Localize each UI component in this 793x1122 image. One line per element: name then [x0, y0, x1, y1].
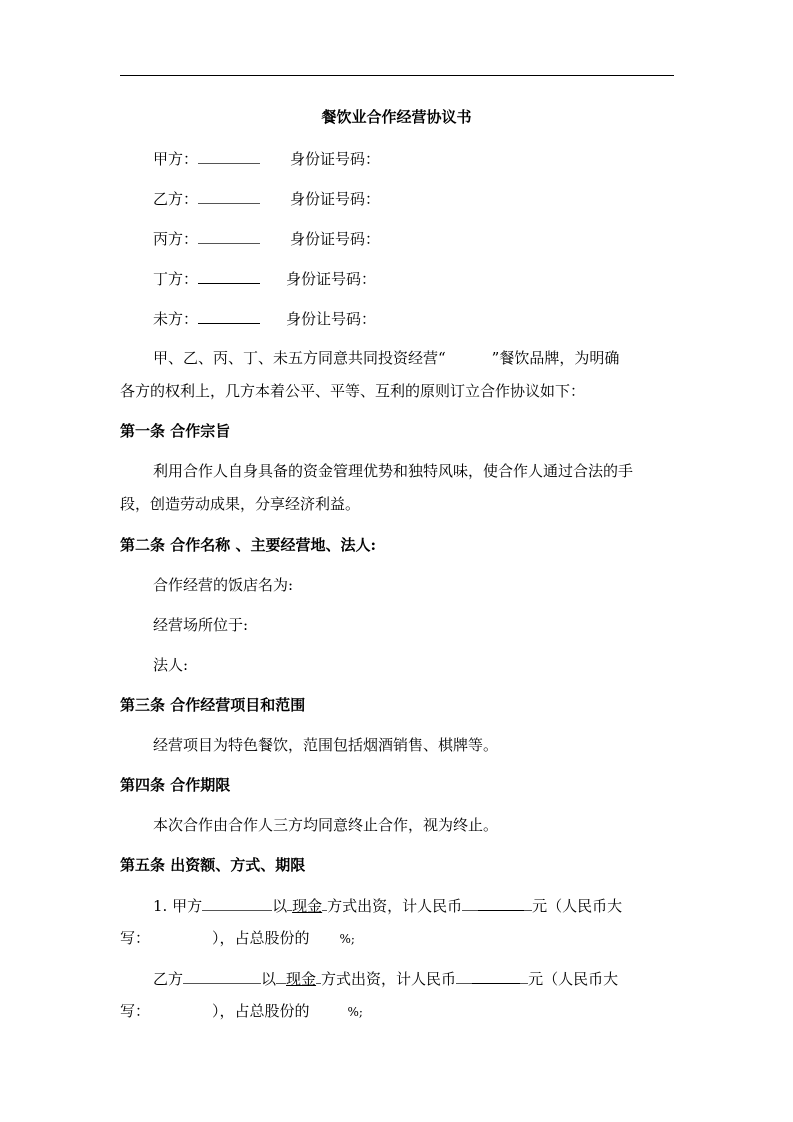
yuan-text: 元（人民币大	[532, 897, 623, 915]
party-id-label: 身份证号码：	[290, 230, 381, 248]
party-id-label: 身份让号码：	[286, 310, 377, 328]
document-title: 餐饮业合作经营协议书	[321, 108, 472, 126]
party-id-label: 身份证号码：	[290, 150, 381, 168]
contributor-label: 1. 甲方	[153, 897, 203, 915]
contributor-label: 乙方	[153, 970, 184, 988]
article-2-place-line: 经营场所位于:	[153, 616, 249, 634]
contribution-method: 现金	[292, 897, 323, 915]
article-5-heading: 第五条 出资额、方式、期限	[120, 856, 306, 874]
yi-text: 以	[261, 970, 277, 988]
contributor-blank	[183, 968, 261, 984]
article-2-heading: 第二条 合作名称 、主要经营地、法人:	[120, 536, 376, 554]
article-4-line: 本次合作由合作人三方均同意终止合作，视为终止。	[153, 816, 499, 834]
preamble-line-2: 各方的权利上，几方本着公平、平等、互利的原则订立合作协议如下：	[120, 382, 586, 400]
yuan-text: 元（人民币大	[528, 970, 619, 988]
preamble-line-1	[153, 348, 619, 368]
amount-trail	[520, 968, 528, 984]
share-label: ），占总股份的	[212, 1002, 310, 1020]
capital-label: 写：	[120, 929, 151, 947]
method-suffix: 方式出资，计人民币	[321, 970, 457, 988]
article-1-line-2: 段，创造劳动成果，分享经济利益。	[120, 495, 361, 513]
party-bing	[153, 228, 380, 249]
contributor-blank	[202, 895, 272, 911]
amount-trail	[524, 895, 532, 911]
party-label: 乙方：	[153, 190, 199, 208]
amount-blank	[472, 968, 520, 984]
header-rule	[120, 75, 674, 76]
contribution-method: 现金	[286, 970, 317, 988]
preamble-text-b: ”餐饮品牌，为明确	[491, 349, 620, 367]
article-5-item-1-line-2	[120, 928, 355, 949]
percent-sign: %;	[347, 1005, 363, 1019]
party-label: 未方：	[153, 310, 199, 328]
article-5-item-1-line-1	[153, 895, 622, 916]
party-ding	[153, 268, 376, 289]
party-name-blank	[198, 228, 260, 244]
percent-sign: %;	[339, 932, 355, 946]
amount-lead	[462, 895, 478, 911]
article-2-name-line: 合作经营的饭店名为:	[153, 576, 294, 594]
capital-label: 写：	[120, 1002, 151, 1020]
party-yi	[153, 188, 380, 209]
party-id-label: 身份证号码：	[286, 270, 377, 288]
yi-text: 以	[272, 897, 288, 915]
party-id-label: 身份证号码：	[290, 190, 381, 208]
party-label: 丁方：	[153, 270, 199, 288]
method-lead	[276, 968, 286, 984]
article-1-heading: 第一条 合作宗旨	[120, 422, 231, 440]
article-1-line-1: 利用合作人自身具备的资金管理优势和独特风味，使合作人通过合法的手	[153, 462, 634, 480]
article-5-item-2-line-2	[120, 1001, 363, 1022]
amount-lead	[456, 968, 472, 984]
share-label: ），占总股份的	[212, 929, 310, 947]
party-name-blank	[198, 188, 260, 204]
party-label: 丙方：	[153, 230, 199, 248]
article-3-heading: 第三条 合作经营项目和范围	[120, 696, 306, 714]
preamble-text-a: 甲、乙、丙、丁、未五方同意共同投资经营“	[153, 349, 446, 367]
party-wei	[153, 308, 376, 329]
party-name-blank	[198, 268, 260, 284]
party-jia	[153, 148, 380, 169]
method-suffix: 方式出资，计人民币	[327, 897, 463, 915]
article-5-item-2-line-1	[153, 968, 618, 989]
party-name-blank	[198, 308, 260, 324]
amount-blank	[478, 895, 524, 911]
party-label: 甲方：	[153, 150, 199, 168]
article-4-heading: 第四条 合作期限	[120, 776, 231, 794]
article-2-legal-line: 法人:	[153, 656, 189, 674]
party-name-blank	[198, 148, 260, 164]
article-3-line: 经营项目为特色餐饮，范围包括烟酒销售、棋牌等。	[153, 736, 499, 754]
